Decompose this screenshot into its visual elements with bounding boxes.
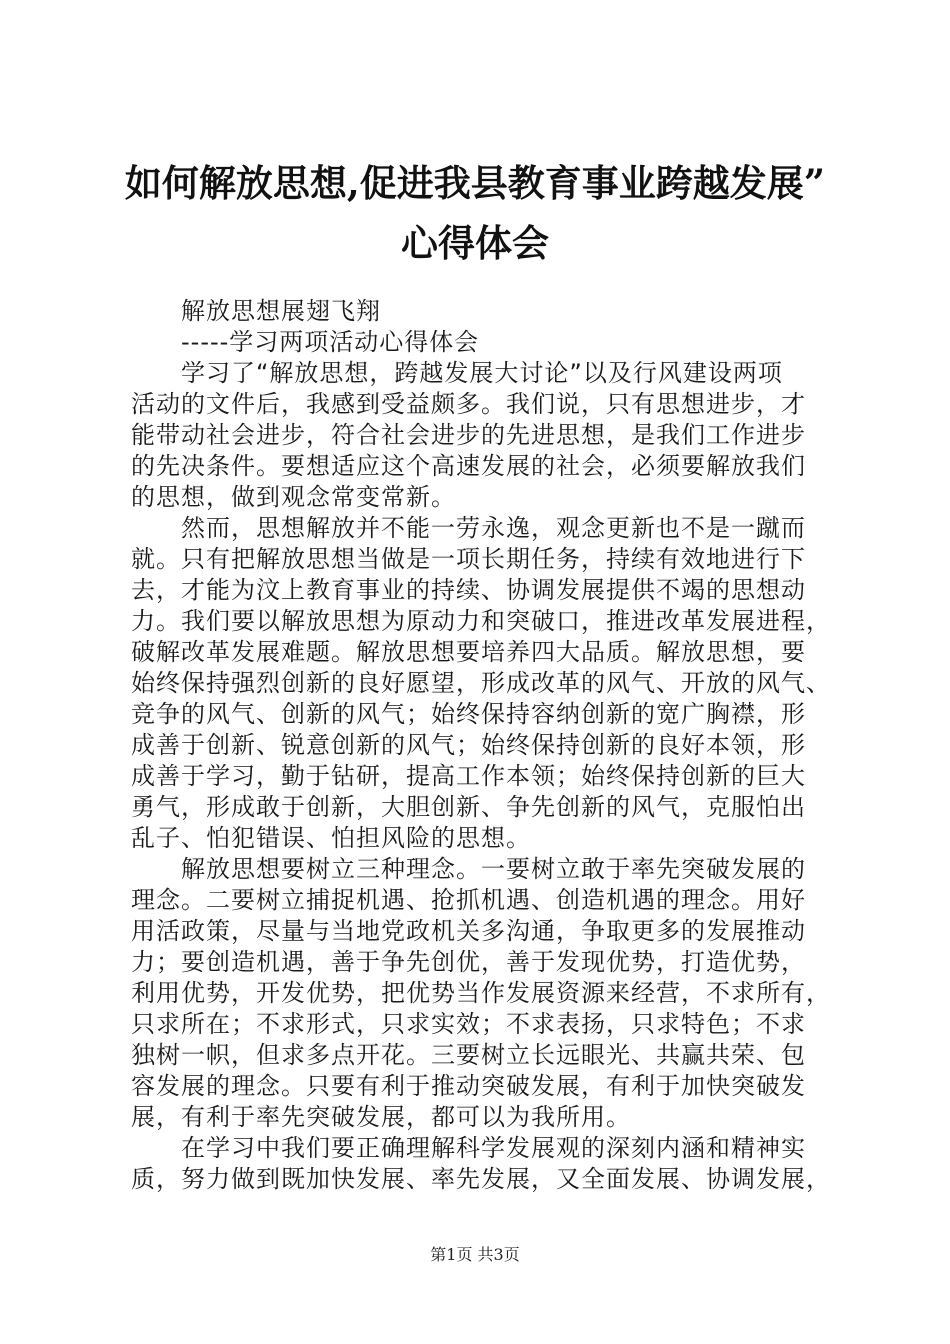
text-line: 活动的文件后，我感到受益颇多。我们说，只有思想进步，才 — [131, 390, 806, 418]
text-line: 力；要创造机遇，善于争先创优，善于发现优势，打造优势， — [131, 948, 806, 976]
text-line: 只求所在；不求形式，只求实效；不求表扬，只求特色；不求 — [131, 1010, 806, 1038]
text-line: 破解改革发展难题。解放思想要培养四大品质。解放思想，要 — [131, 638, 806, 666]
text-line: 始终保持强烈创新的良好愿望，形成改革的风气、开放的风气、 — [131, 669, 831, 697]
text-line: 成善于学习，勤于钻研，提高工作本领；始终保持创新的巨大 — [131, 762, 806, 790]
document-title-line-1: 如何解放思想,促进我县教育事业跨越发展” — [124, 161, 826, 205]
body-paragraphs — [131, 358, 831, 1195]
text-line: 的先决条件。要想适应这个高速发展的社会，必须要解放我们 — [131, 452, 806, 480]
text-line: 的思想，做到观念常变常新。 — [131, 483, 456, 511]
document-title-line-2: 心得体会 — [401, 221, 549, 265]
text-line: 展，有利于率先突破发展，都可以为我所用。 — [131, 1103, 631, 1131]
text-line: 在学习中我们要正确理解科学发展观的深刻内涵和精神实 — [181, 1134, 806, 1162]
text-line: 用活政策，尽量与当地党政机关多沟通，争取更多的发展推动 — [131, 917, 806, 945]
text-line: 能带动社会进步，符合社会进步的先进思想，是我们工作进步 — [131, 421, 806, 449]
text-line: 独树一帜，但求多点开花。三要树立长远眼光、共赢共荣、包 — [131, 1041, 806, 1069]
subheading: -----学习两项活动心得体会 — [181, 328, 480, 356]
text-line: 成善于创新、锐意创新的风气；始终保持创新的良好本领，形 — [131, 731, 806, 759]
text-line: 竞争的风气、创新的风气；始终保持容纳创新的宽广胸襟，形 — [131, 700, 806, 728]
text-line: 学习了“解放思想，跨越发展大讨论”以及行风建设两项 — [181, 359, 783, 387]
text-line: 理念。二要树立捕捉机遇、抢抓机遇、创造机遇的理念。用好 — [131, 886, 806, 914]
text-line: 去，才能为汶上教育事业的持续、协调发展提供不竭的思想动 — [131, 576, 806, 604]
text-line: 利用优势，开发优势，把优势当作发展资源来经营，不求所有， — [131, 979, 831, 1007]
text-line: 容发展的理念。只要有利于推动突破发展，有利于加快突破发 — [131, 1072, 806, 1100]
subtitle: 解放思想展翅飞翔 — [181, 297, 381, 325]
text-line: 质，努力做到既加快发展、率先发展，又全面发展、协调发展， — [131, 1165, 831, 1193]
page-footer: 第1页 共3页 — [430, 1245, 520, 1264]
text-line: 力。我们要以解放思想为原动力和突破口，推进改革发展进程， — [131, 607, 831, 635]
text-line: 然而，思想解放并不能一劳永逸，观念更新也不是一蹴而 — [181, 514, 806, 542]
subtitle-block — [131, 296, 831, 358]
text-line: 解放思想要树立三种理念。一要树立敢于率先突破发展的 — [181, 855, 806, 883]
text-line: 勇气，形成敢于创新，大胆创新、争先创新的风气，克服怕出 — [131, 793, 806, 821]
text-line: 就。只有把解放思想当做是一项长期任务，持续有效地进行下 — [131, 545, 806, 573]
text-line: 乱子、怕犯错误、怕担风险的思想。 — [131, 824, 531, 852]
